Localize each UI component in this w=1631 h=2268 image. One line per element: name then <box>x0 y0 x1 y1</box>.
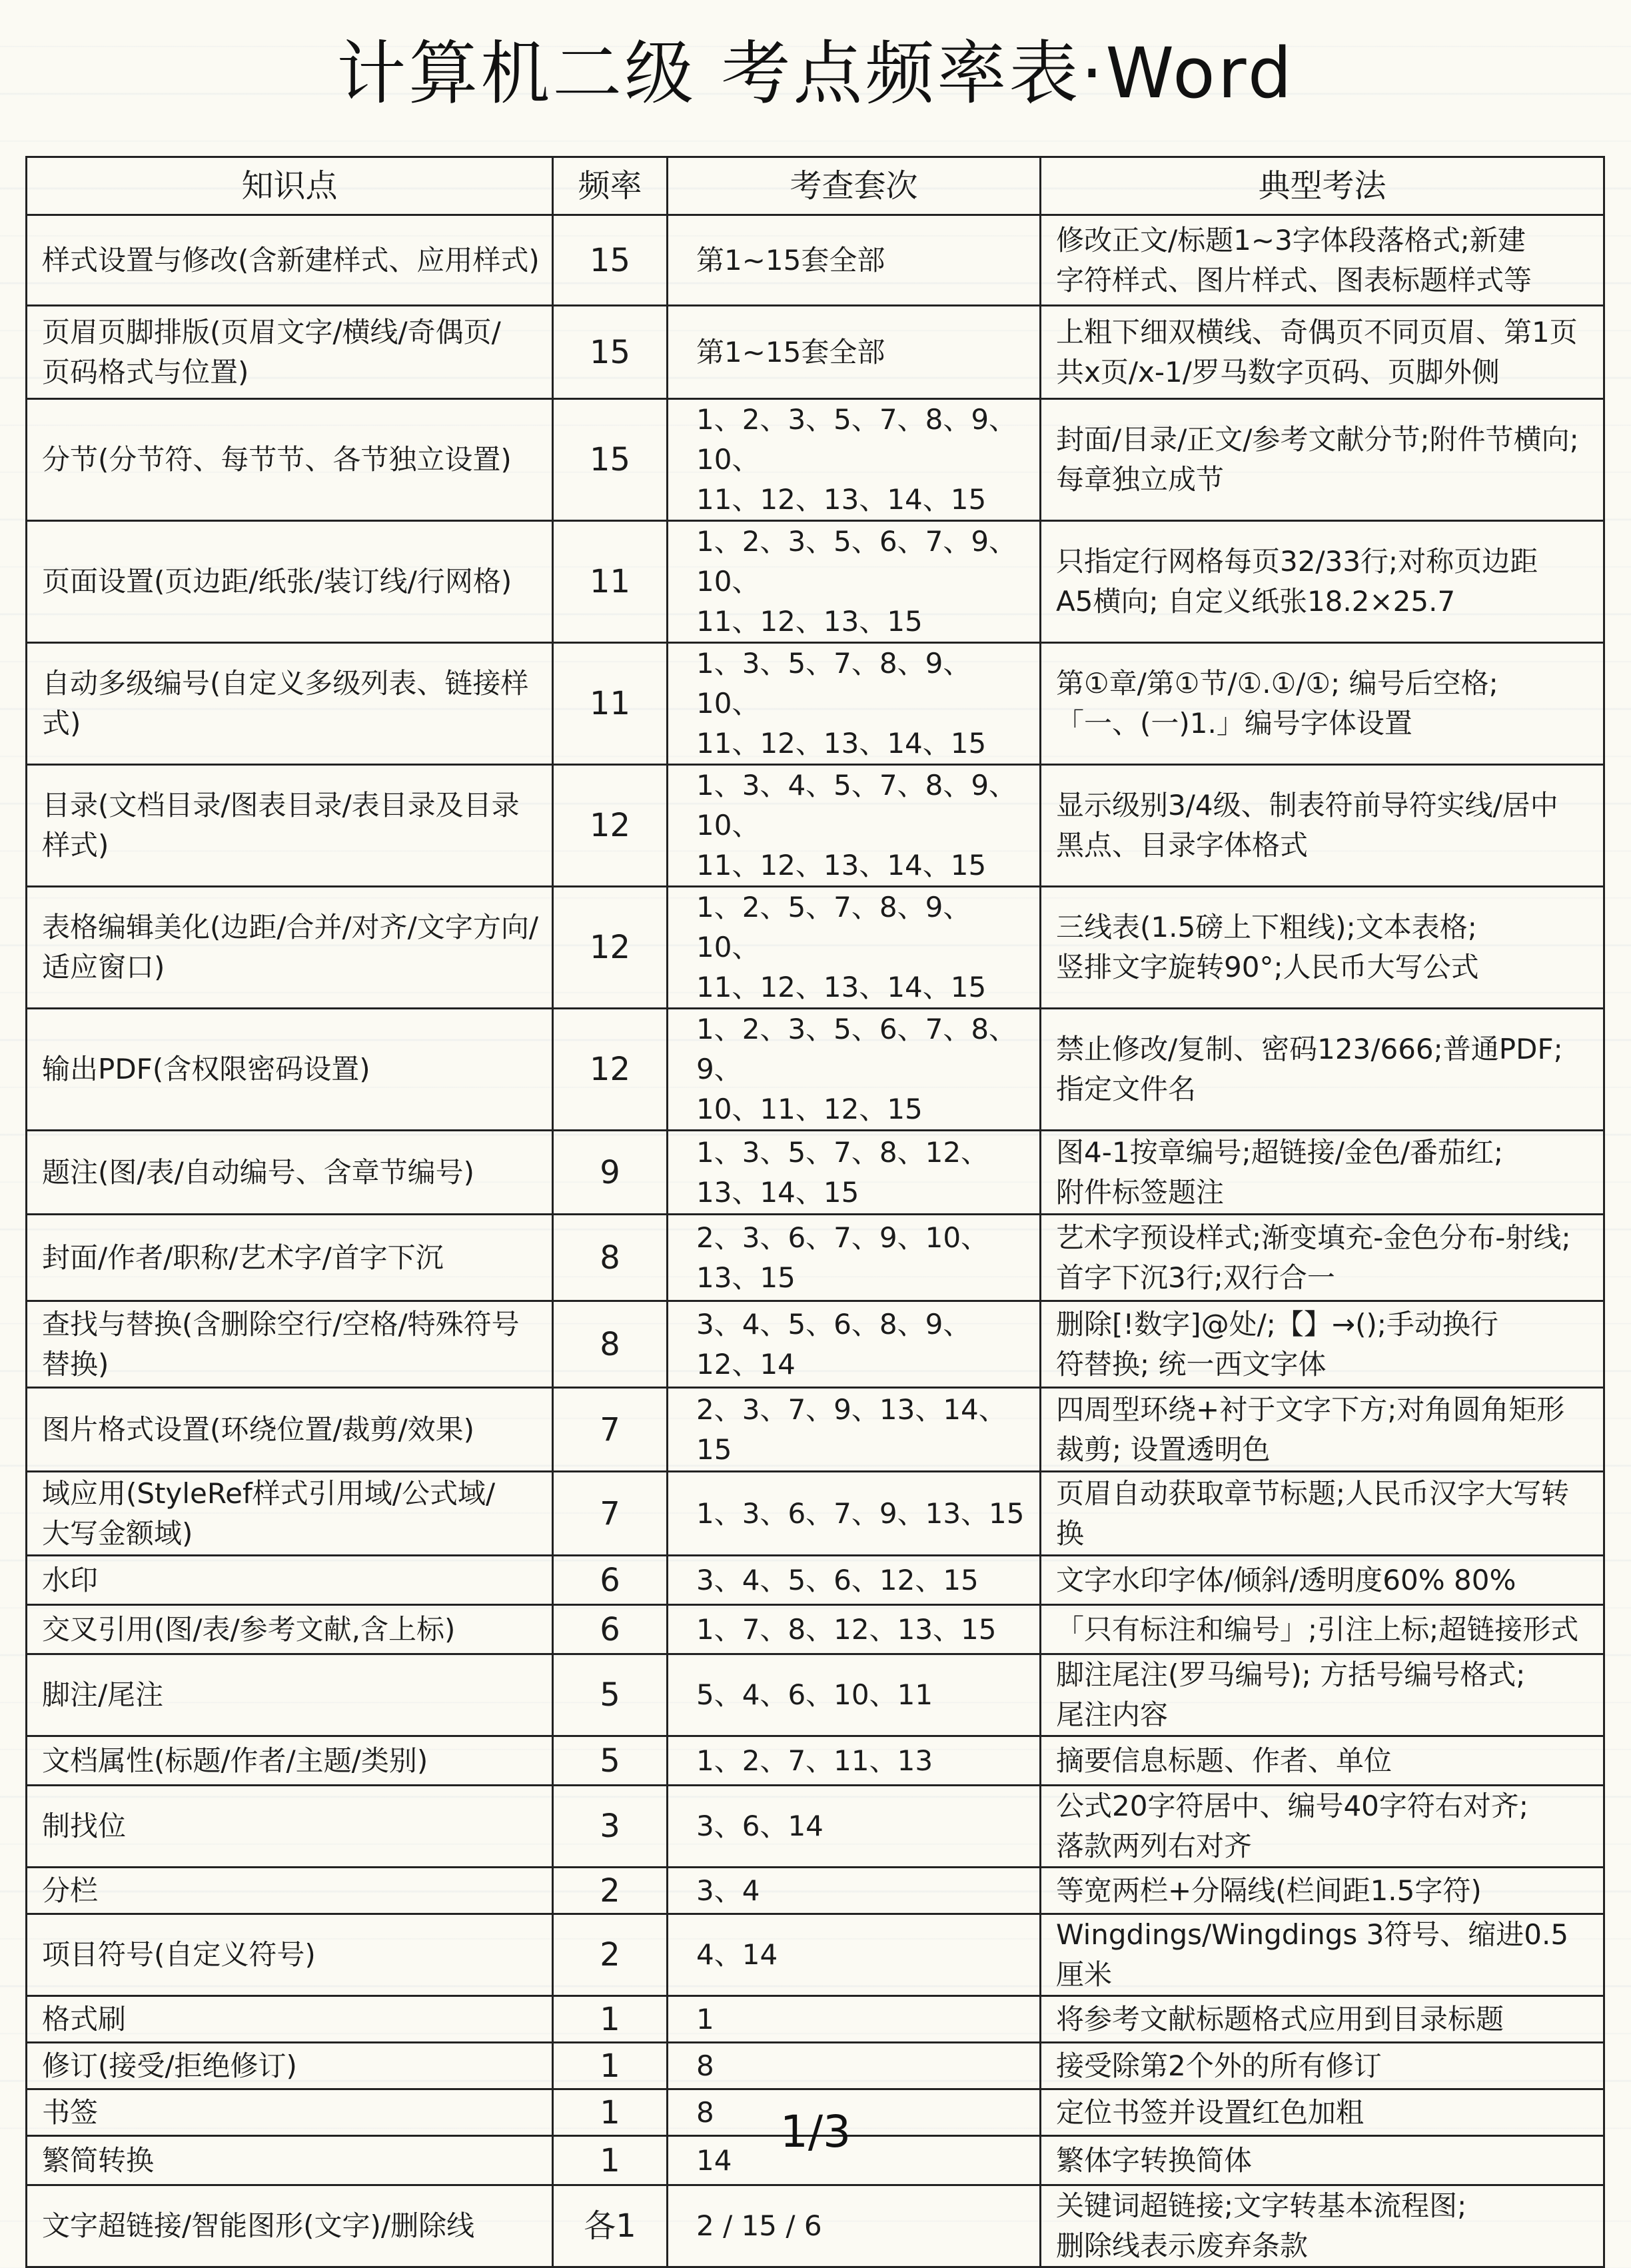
cell-method: 接受除第2个外的所有修订 <box>1041 2043 1604 2089</box>
cell-method: 四周型环绕+衬于文字下方;对角圆角矩形 裁剪; 设置透明色 <box>1041 1388 1604 1472</box>
cell-frequency: 5 <box>553 1736 668 1786</box>
table-row <box>27 1215 1604 1301</box>
table-row <box>27 215 1604 306</box>
frequency-table <box>25 156 1605 2268</box>
cell-topic: 查找与替换(含删除空行/空格/特殊符号替换) <box>27 1301 553 1388</box>
cell-method: 脚注尾注(罗马编号); 方括号编号格式; 尾注内容 <box>1041 1654 1604 1736</box>
cell-method: 关键词超链接;文字转基本流程图; 删除线表示废弃条款 <box>1041 2185 1604 2267</box>
cell-topic: 封面/作者/职称/艺术字/首字下沉 <box>27 1215 553 1301</box>
cell-frequency: 1 <box>553 2089 668 2136</box>
cell-sets: 14 <box>668 2136 1041 2185</box>
cell-frequency: 12 <box>553 887 668 1009</box>
table-row <box>27 1009 1604 1131</box>
header-topic: 知识点 <box>27 157 553 215</box>
cell-frequency: 6 <box>553 1605 668 1654</box>
cell-sets: 1、3、6、7、9、13、15 <box>668 1472 1041 1556</box>
cell-method: 艺术字预设样式;渐变填充-金色分布-射线; 首字下沉3行;双行合一 <box>1041 1215 1604 1301</box>
cell-topic: 格式刷 <box>27 1996 553 2043</box>
cell-frequency: 12 <box>553 1009 668 1131</box>
cell-method: 显示级别3/4级、制表符前导符实线/居中 黑点、目录字体格式 <box>1041 765 1604 887</box>
cell-sets: 1、3、5、7、8、12、13、14、15 <box>668 1131 1041 1215</box>
cell-sets: 3、4、5、6、8、9、12、14 <box>668 1301 1041 1388</box>
cell-topic: 域应用(StyleRef样式引用域/公式域/ 大写金额域) <box>27 1472 553 1556</box>
cell-method: 禁止修改/复制、密码123/666;普通PDF; 指定文件名 <box>1041 1009 1604 1131</box>
cell-method: 图4-1按章编号;超链接/金色/番茄红; 附件标签题注 <box>1041 1131 1604 1215</box>
cell-method: 第①章/第①节/①.①/①; 编号后空格; 「一、(一)1.」编号字体设置 <box>1041 643 1604 765</box>
cell-sets: 2 / 15 / 6 <box>668 2185 1041 2267</box>
cell-sets: 1、2、3、5、6、7、9、10、 11、12、13、15 <box>668 521 1041 643</box>
page-title: 计算机二级 考点频率表·Word <box>336 33 1295 114</box>
cell-sets: 1、2、5、7、8、9、10、 11、12、13、14、15 <box>668 887 1041 1009</box>
cell-topic: 水印 <box>27 1556 553 1605</box>
cell-topic: 文字超链接/智能图形(文字)/删除线 <box>27 2185 553 2267</box>
cell-topic: 题注(图/表/自动编号、含章节编号) <box>27 1131 553 1215</box>
cell-sets: 2、3、7、9、13、14、15 <box>668 1388 1041 1472</box>
cell-frequency: 8 <box>553 1215 668 1301</box>
cell-method: 摘要信息标题、作者、单位 <box>1041 1736 1604 1786</box>
cell-frequency: 5 <box>553 1654 668 1736</box>
cell-sets: 第1~15套全部 <box>668 306 1041 399</box>
cell-method: 三线表(1.5磅上下粗线);文本表格; 竖排文字旋转90°;人民币大写公式 <box>1041 887 1604 1009</box>
cell-sets: 1、3、5、7、8、9、10、 11、12、13、14、15 <box>668 643 1041 765</box>
table-body <box>27 215 1604 2267</box>
cell-topic: 书签 <box>27 2089 553 2136</box>
cell-method: 繁体字转换简体 <box>1041 2136 1604 2185</box>
cell-sets: 4、14 <box>668 1914 1041 1996</box>
table-row <box>27 1388 1604 1472</box>
header-sets: 考查套次 <box>668 157 1041 215</box>
cell-frequency: 15 <box>553 215 668 306</box>
table-row <box>27 887 1604 1009</box>
cell-frequency: 1 <box>553 1996 668 2043</box>
cell-sets: 5、4、6、10、11 <box>668 1654 1041 1736</box>
table-row <box>27 1786 1604 1868</box>
cell-topic: 文档属性(标题/作者/主题/类别) <box>27 1736 553 1786</box>
header-method: 典型考法 <box>1041 157 1604 215</box>
cell-sets: 1、3、4、5、7、8、9、10、 11、12、13、14、15 <box>668 765 1041 887</box>
table-row <box>27 521 1604 643</box>
cell-sets: 1 <box>668 1996 1041 2043</box>
cell-frequency: 6 <box>553 1556 668 1605</box>
cell-topic: 输出PDF(含权限密码设置) <box>27 1009 553 1131</box>
cell-topic: 项目符号(自定义符号) <box>27 1914 553 1996</box>
table-row <box>27 1472 1604 1556</box>
cell-topic: 样式设置与修改(含新建样式、应用样式) <box>27 215 553 306</box>
cell-frequency: 11 <box>553 521 668 643</box>
cell-frequency: 15 <box>553 306 668 399</box>
cell-frequency: 2 <box>553 1914 668 1996</box>
cell-sets: 1、2、3、5、6、7、8、9、 10、11、12、15 <box>668 1009 1041 1131</box>
cell-frequency: 7 <box>553 1388 668 1472</box>
cell-sets: 3、4 <box>668 1868 1041 1914</box>
cell-method: Wingdings/Wingdings 3符号、缩进0.5厘米 <box>1041 1914 1604 1996</box>
table-row <box>27 1556 1604 1605</box>
cell-method: 删除[!数字]@处/;【】→();手动换行 符替换; 统一西文字体 <box>1041 1301 1604 1388</box>
cell-sets: 3、4、5、6、12、15 <box>668 1556 1041 1605</box>
cell-topic: 自动多级编号(自定义多级列表、链接样式) <box>27 643 553 765</box>
table-header-row <box>27 157 1604 215</box>
cell-topic: 脚注/尾注 <box>27 1654 553 1736</box>
cell-frequency: 12 <box>553 765 668 887</box>
cell-method: 上粗下细双横线、奇偶页不同页眉、第1页 共x页/x-1/罗马数字页码、页脚外侧 <box>1041 306 1604 399</box>
cell-topic: 图片格式设置(环绕位置/裁剪/效果) <box>27 1388 553 1472</box>
table-row <box>27 1736 1604 1786</box>
cell-frequency: 9 <box>553 1131 668 1215</box>
cell-method: 定位书签并设置红色加粗 <box>1041 2089 1604 2136</box>
cell-method: 文字水印字体/倾斜/透明度60% 80% <box>1041 1556 1604 1605</box>
cell-frequency: 1 <box>553 2136 668 2185</box>
cell-sets: 第1~15套全部 <box>668 215 1041 306</box>
cell-topic: 分节(分节符、每节节、各节独立设置) <box>27 399 553 521</box>
cell-sets: 8 <box>668 2043 1041 2089</box>
table-row <box>27 399 1604 521</box>
cell-sets: 1、2、7、11、13 <box>668 1736 1041 1786</box>
cell-sets: 8 <box>668 2089 1041 2136</box>
cell-method: 「只有标注和编号」;引注上标;超链接形式 <box>1041 1605 1604 1654</box>
cell-method: 页眉自动获取章节标题;人民币汉字大写转换 <box>1041 1472 1604 1556</box>
cell-method: 公式20字符居中、编号40字符右对齐; 落款两列右对齐 <box>1041 1786 1604 1868</box>
table-row <box>27 643 1604 765</box>
cell-topic: 分栏 <box>27 1868 553 1914</box>
cell-topic: 制找位 <box>27 1786 553 1868</box>
cell-topic: 页面设置(页边距/纸张/装订线/行网格) <box>27 521 553 643</box>
cell-topic: 页眉页脚排版(页眉文字/横线/奇偶页/ 页码格式与位置) <box>27 306 553 399</box>
cell-frequency: 3 <box>553 1786 668 1868</box>
cell-frequency: 7 <box>553 1472 668 1556</box>
cell-topic: 目录(文档目录/图表目录/表目录及目录样式) <box>27 765 553 887</box>
table-row <box>27 1996 1604 2043</box>
table-row <box>27 1914 1604 1996</box>
table-row <box>27 1131 1604 1215</box>
table-row <box>27 306 1604 399</box>
cell-sets: 3、6、14 <box>668 1786 1041 1868</box>
table-row <box>27 1301 1604 1388</box>
page-number: 1/3 <box>780 2106 851 2157</box>
cell-sets: 2、3、6、7、9、10、13、15 <box>668 1215 1041 1301</box>
cell-method: 等宽两栏+分隔线(栏间距1.5字符) <box>1041 1868 1604 1914</box>
cell-topic: 繁简转换 <box>27 2136 553 2185</box>
cell-topic: 表格编辑美化(边距/合并/对齐/文字方向/ 适应窗口) <box>27 887 553 1009</box>
cell-frequency: 8 <box>553 1301 668 1388</box>
table-row <box>27 2043 1604 2089</box>
cell-method: 将参考文献标题格式应用到目录标题 <box>1041 1996 1604 2043</box>
table-row <box>27 765 1604 887</box>
cell-frequency: 15 <box>553 399 668 521</box>
cell-frequency: 11 <box>553 643 668 765</box>
cell-sets: 1、2、3、5、7、8、9、10、 11、12、13、14、15 <box>668 399 1041 521</box>
cell-topic: 修订(接受/拒绝修订) <box>27 2043 553 2089</box>
table-row <box>27 1605 1604 1654</box>
table-row <box>27 1868 1604 1914</box>
cell-method: 封面/目录/正文/参考文献分节;附件节横向; 每章独立成节 <box>1041 399 1604 521</box>
header-frequency: 频率 <box>553 157 668 215</box>
cell-frequency: 2 <box>553 1868 668 1914</box>
table-row <box>27 2185 1604 2267</box>
cell-frequency: 1 <box>553 2043 668 2089</box>
cell-topic: 交叉引用(图/表/参考文献,含上标) <box>27 1605 553 1654</box>
cell-sets: 1、7、8、12、13、15 <box>668 1605 1041 1654</box>
cell-method: 只指定行网格每页32/33行;对称页边距 A5横向; 自定义纸张18.2×25.7 <box>1041 521 1604 643</box>
table-row <box>27 1654 1604 1736</box>
cell-frequency: 各1 <box>553 2185 668 2267</box>
cell-method: 修改正文/标题1~3字体段落格式;新建 字符样式、图片样式、图表标题样式等 <box>1041 215 1604 306</box>
